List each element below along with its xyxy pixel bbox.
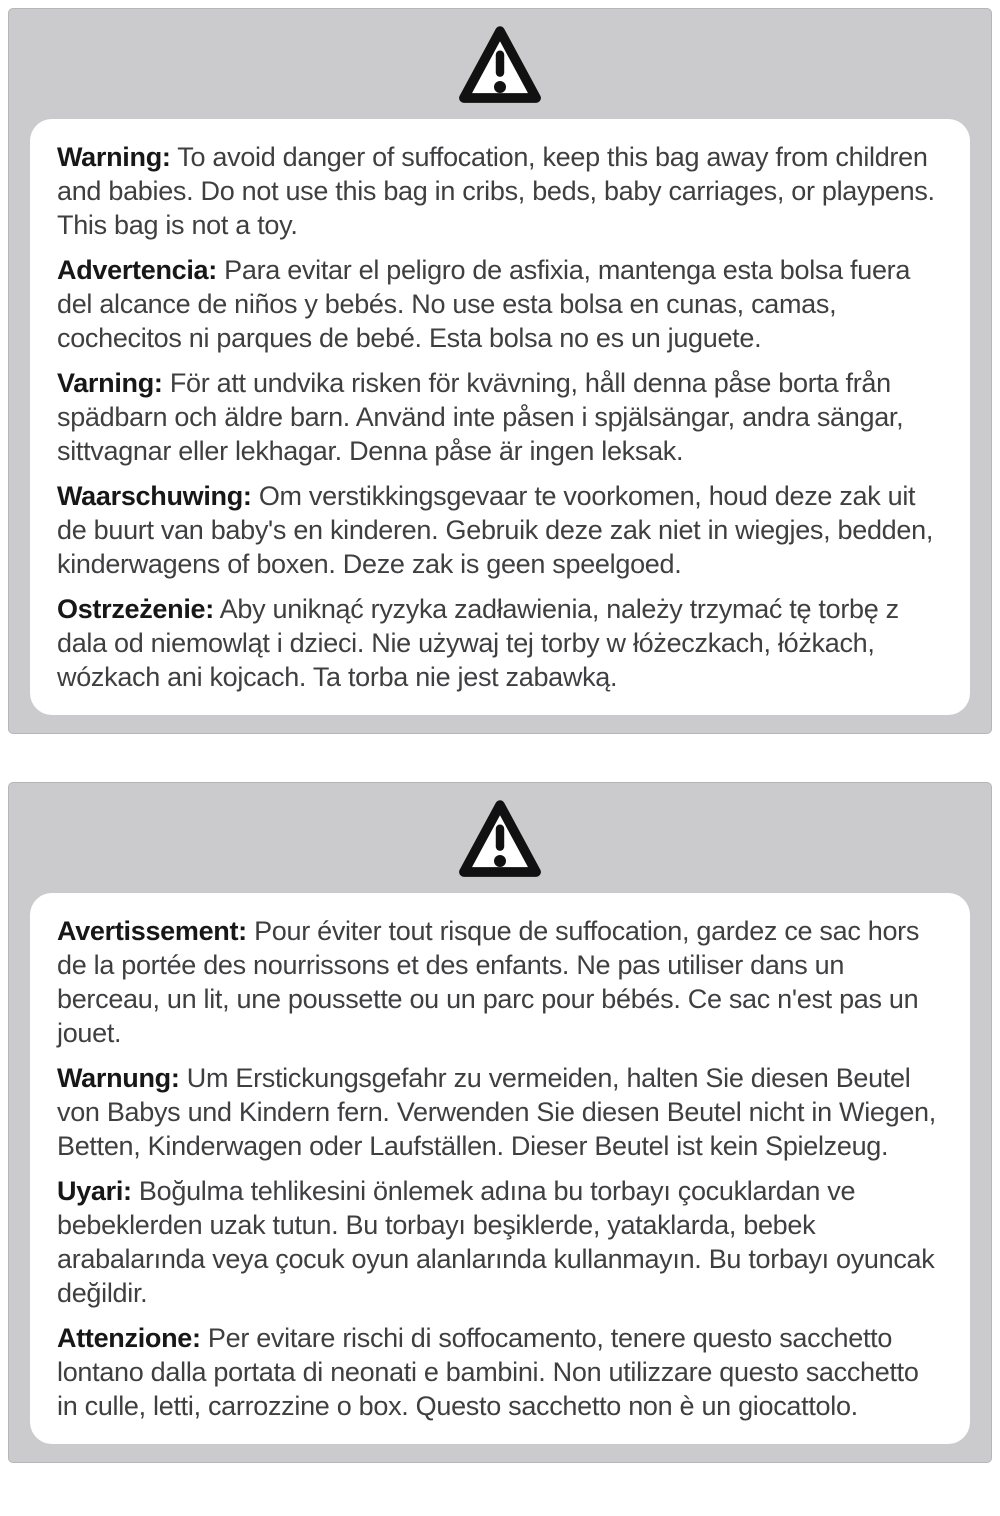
- icon-row: [30, 21, 970, 119]
- warning-paragraph: [57, 479, 943, 581]
- warning-text: Om verstikkingsgevaar te voorkomen, houd deze zak uit de buurt van baby's en kinderen. Gebruik deze zak niet in wiegjes, bedden, kinderwagens of boxen. Deze zak is geen speelgoed.: [57, 481, 934, 579]
- warning-text: To avoid danger of suffocation, keep this bag away from children and babies. Do not use this bag in cribs, beds, baby carriages, or playpens. This bag is not a toy.: [57, 142, 935, 240]
- warning-paragraph: [57, 253, 943, 355]
- warning-text: Aby uniknąć ryzyka zadławienia, należy trzymać tę torbę z dala od niemowląt i dzieci. Nie używaj tej torby w łóżeczkach, łóżkach, wózkach ani kojcach. Ta torba nie jest zabawką.: [57, 594, 899, 692]
- warning-language-label: Attenzione:: [57, 1323, 201, 1353]
- warning-text: Boğulma tehlikesini önlemek adına bu torbayı çocuklardan ve bebeklerden uzak tutun. Bu torbayı beşiklerde, yataklarda, bebek arabalarında veya çocuk oyun alanlarında kullanmayın. Bu torbayı oyuncak değildir.: [57, 1176, 935, 1308]
- warning-language-label: Advertencia:: [57, 255, 217, 285]
- warning-panel: [8, 782, 992, 1463]
- warning-card: [30, 119, 970, 715]
- warning-language-label: Varning:: [57, 368, 163, 398]
- warning-paragraph: [57, 1174, 943, 1310]
- warning-language-label: Uyari:: [57, 1176, 132, 1206]
- warning-paragraph: [57, 592, 943, 694]
- warning-triangle-icon: [456, 23, 544, 107]
- warning-text: För att undvika risken för kvävning, håll denna påse borta från spädbarn och äldre barn. Använd inte påsen i spjälsängar, andra sängar, sittvagnar eller lekhagar. Denna påse är ingen leksak.: [57, 368, 904, 466]
- warning-paragraph: [57, 366, 943, 468]
- warning-card: [30, 893, 970, 1444]
- warning-language-label: Warning:: [57, 142, 171, 172]
- warning-panel: [8, 8, 992, 734]
- warning-language-label: Avertissement:: [57, 916, 247, 946]
- warning-text: Um Erstickungsgefahr zu vermeiden, halten Sie diesen Beutel von Babys und Kindern fern. Verwenden Sie diesen Beutel nicht in Wiegen, Betten, Kinderwagen oder Laufställen. Dieser Beutel ist kein Spielzeug.: [57, 1063, 936, 1161]
- warning-text: Para evitar el peligro de asfixia, mantenga esta bolsa fuera del alcance de niños y bebés. No use esta bolsa en cunas, camas, cochecitos ni parques de bebé. Esta bolsa no es un juguete.: [57, 255, 911, 353]
- icon-row: [30, 795, 970, 893]
- warning-text: Pour éviter tout risque de suffocation, gardez ce sac hors de la portée des nourrissons et des enfants. Ne pas utiliser dans un berceau, un lit, une poussette ou un parc pour bébés. Ce sac n'est pas un jouet.: [57, 916, 920, 1048]
- warning-text: Per evitare rischi di soffocamento, tenere questo sacchetto lontano dalla portata di neonati e bambini. Non utilizzare questo sacchetto in culle, letti, carrozzine o box. Questo sacchetto non è un giocattolo.: [57, 1323, 919, 1421]
- warning-paragraph: [57, 914, 943, 1050]
- warning-paragraph: [57, 1321, 943, 1423]
- warning-triangle-icon: [456, 797, 544, 881]
- warning-paragraph: [57, 140, 943, 242]
- warning-language-label: Waarschuwing:: [57, 481, 252, 511]
- warning-language-label: Warnung:: [57, 1063, 180, 1093]
- warning-language-label: Ostrzeżenie:: [57, 594, 214, 624]
- warning-paragraph: [57, 1061, 943, 1163]
